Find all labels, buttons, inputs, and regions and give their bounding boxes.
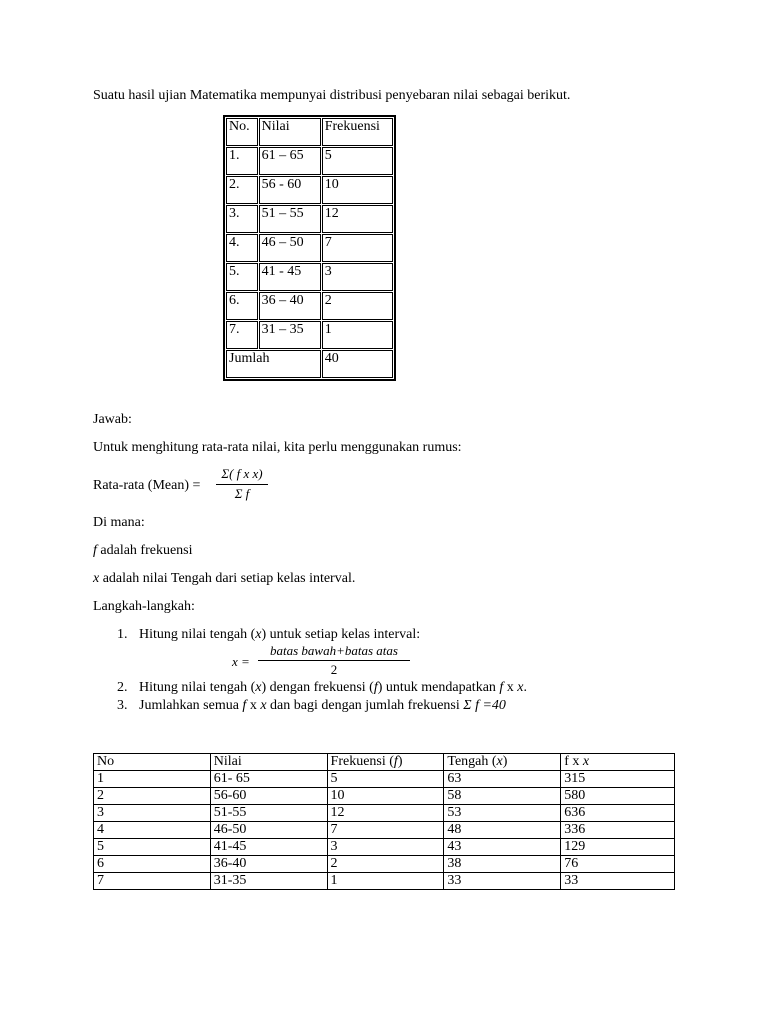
- x-symbol: x: [260, 698, 267, 713]
- step-text: ) dengan frekuensi (: [261, 680, 374, 695]
- header-cell: Nilai: [259, 118, 321, 146]
- step-text: ) untuk mendapatkan: [377, 680, 500, 695]
- table-row: [94, 771, 675, 788]
- total-label: Jumlah: [226, 350, 321, 378]
- step-number: 1.: [117, 627, 128, 642]
- table-cell: 46 – 50: [259, 234, 321, 262]
- table-cell: 129: [561, 839, 675, 856]
- table-row: [226, 263, 393, 291]
- table-row: [94, 822, 675, 839]
- table-cell: 5: [94, 839, 211, 856]
- table-row: [226, 205, 393, 233]
- mean-formula-numerator: Σ( f x x): [221, 466, 263, 481]
- table-cell: 58: [444, 788, 561, 805]
- table-cell: 36 – 40: [259, 292, 321, 320]
- table-row: [226, 147, 393, 175]
- table-row: [226, 321, 393, 349]
- table-cell: 48: [444, 822, 561, 839]
- f-symbol: f: [373, 680, 378, 695]
- table-header-row: [226, 118, 393, 146]
- table-cell: 1: [322, 321, 393, 349]
- table-cell: 1: [94, 771, 211, 788]
- step-3: [117, 698, 506, 714]
- f-definition: [93, 543, 193, 559]
- header-cell: Nilai: [210, 754, 327, 771]
- table-cell: 3: [322, 263, 393, 291]
- table-cell: 1.: [226, 147, 258, 175]
- table-cell: 46-50: [210, 822, 327, 839]
- table-cell: 31 – 35: [259, 321, 321, 349]
- table-cell: 38: [444, 856, 561, 873]
- step-text: ) untuk setiap kelas interval:: [261, 627, 421, 642]
- table-row: [226, 176, 393, 204]
- table-cell: 51 – 55: [259, 205, 321, 233]
- table-cell: 6: [94, 856, 211, 873]
- answer-intro: Untuk menghitung rata-rata nilai, kita perlu menggunakan rumus:: [93, 440, 462, 455]
- table-cell: 5: [322, 147, 393, 175]
- mean-formula-denominator: Σ f: [234, 486, 250, 501]
- table-row: [226, 292, 393, 320]
- table-cell: 2.: [226, 176, 258, 204]
- table-row: [94, 805, 675, 822]
- step-text: .: [523, 680, 528, 695]
- header-cell: Frekuensi (f): [327, 754, 444, 771]
- table-cell: 63: [444, 771, 561, 788]
- table-cell: 36-40: [210, 856, 327, 873]
- table-cell: 5.: [226, 263, 258, 291]
- f-symbol: f: [242, 698, 247, 713]
- table-cell: 10: [327, 788, 444, 805]
- table-total-row: [226, 350, 393, 378]
- header-cell: f x x: [561, 754, 675, 771]
- header-cell: Tengah (x): [444, 754, 561, 771]
- table-cell: 33: [444, 873, 561, 890]
- table-cell: 41 - 45: [259, 263, 321, 291]
- table-header-row: [94, 754, 675, 771]
- f-symbol: f: [93, 543, 97, 558]
- table-cell: 4: [94, 822, 211, 839]
- sum-formula: Σ f =40: [463, 698, 506, 713]
- x-symbol: x: [517, 680, 524, 695]
- midpoint-denominator: 2: [330, 662, 338, 677]
- table-cell: 61 – 65: [259, 147, 321, 175]
- midpoint-fraction-bar: [258, 660, 410, 661]
- table-cell: 12: [327, 805, 444, 822]
- table-cell: 43: [444, 839, 561, 856]
- di-mana-label: Di mana:: [93, 515, 145, 530]
- step-number: 2.: [117, 680, 128, 695]
- table-cell: 336: [561, 822, 675, 839]
- table-cell: 3.: [226, 205, 258, 233]
- midpoint-lhs: x =: [232, 654, 250, 669]
- mean-label: Rata-rata (Mean) =: [93, 478, 201, 493]
- table-cell: 2: [322, 292, 393, 320]
- calculation-table: [93, 753, 675, 890]
- table-row: [226, 234, 393, 262]
- step-text: Hitung nilai tengah (: [139, 627, 256, 642]
- table-row: [94, 856, 675, 873]
- step-2: [117, 680, 528, 696]
- table-cell: 56-60: [210, 788, 327, 805]
- steps-heading: Langkah-langkah:: [93, 599, 195, 614]
- table-cell: 3: [327, 839, 444, 856]
- table-cell: 61- 65: [210, 771, 327, 788]
- table-cell: 7: [322, 234, 393, 262]
- table-cell: 6.: [226, 292, 258, 320]
- table-row: [94, 839, 675, 856]
- table-cell: 10: [322, 176, 393, 204]
- total-value: 40: [322, 350, 393, 378]
- x-symbol: x: [255, 627, 262, 642]
- x-definition: [93, 571, 355, 587]
- step-text: x: [246, 698, 261, 713]
- step-text: x: [503, 680, 518, 695]
- answer-heading: Jawab:: [93, 412, 132, 427]
- table-cell: 33: [561, 873, 675, 890]
- step-text: Jumlahkan semua: [139, 698, 243, 713]
- frequency-table: [223, 115, 396, 381]
- midpoint-numerator: batas bawah+batas atas: [270, 643, 398, 658]
- x-description: adalah nilai Tengah dari setiap kelas interval.: [99, 571, 356, 586]
- x-symbol: x: [93, 571, 100, 586]
- step-1: [117, 627, 421, 643]
- table-row: [94, 788, 675, 805]
- table-row: [94, 873, 675, 890]
- f-symbol: f: [499, 680, 504, 695]
- table-cell: 76: [561, 856, 675, 873]
- table-cell: 3: [94, 805, 211, 822]
- header-cell: Frekuensi: [322, 118, 393, 146]
- table-cell: 7: [94, 873, 211, 890]
- table-cell: 12: [322, 205, 393, 233]
- table-cell: 636: [561, 805, 675, 822]
- table-cell: 4.: [226, 234, 258, 262]
- table-cell: 1: [327, 873, 444, 890]
- step-text: dan bagi dengan jumlah frekuensi: [266, 698, 464, 713]
- table-cell: 580: [561, 788, 675, 805]
- intro-text: Suatu hasil ujian Matematika mempunyai distribusi penyebaran nilai sebagai berikut.: [93, 88, 571, 103]
- table-cell: 53: [444, 805, 561, 822]
- header-cell: No: [94, 754, 211, 771]
- table-cell: 51-55: [210, 805, 327, 822]
- header-cell: No.: [226, 118, 258, 146]
- table-cell: 41-45: [210, 839, 327, 856]
- step-text: Hitung nilai tengah (: [139, 680, 256, 695]
- table-cell: 2: [94, 788, 211, 805]
- table-cell: 31-35: [210, 873, 327, 890]
- table-cell: 7.: [226, 321, 258, 349]
- table-cell: 315: [561, 771, 675, 788]
- table-cell: 5: [327, 771, 444, 788]
- mean-fraction-bar: [216, 484, 268, 485]
- table-cell: 2: [327, 856, 444, 873]
- table-cell: 56 - 60: [259, 176, 321, 204]
- step-number: 3.: [117, 698, 128, 713]
- x-symbol: x: [255, 680, 262, 695]
- f-description: adalah frekuensi: [96, 543, 193, 558]
- table-cell: 7: [327, 822, 444, 839]
